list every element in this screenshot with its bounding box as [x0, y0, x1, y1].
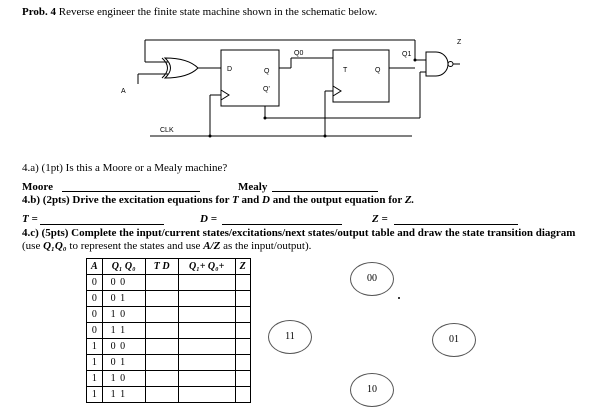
header-z: Z	[235, 259, 250, 275]
cell-next[interactable]	[178, 387, 235, 403]
cell-z[interactable]	[235, 291, 250, 307]
label-q1: Q	[264, 68, 270, 75]
table-row	[87, 339, 251, 355]
header-td: T D	[145, 259, 178, 275]
part-c-line2-mid: to represent the states and use	[66, 240, 204, 252]
table-row	[87, 307, 251, 323]
cell-next[interactable]	[178, 355, 235, 371]
cell-next[interactable]	[178, 307, 235, 323]
problem-text: Reverse engineer the finite state machine shown in the schematic below.	[58, 6, 378, 18]
cell-next[interactable]	[178, 275, 235, 291]
cell-a: 1	[87, 339, 103, 355]
cell-q: 1 0	[102, 371, 145, 387]
cell-a: 0	[87, 323, 103, 339]
header-q: Q₁ Q₀	[102, 259, 145, 275]
cell-q: 0 1	[102, 291, 145, 307]
cell-a: 1	[87, 355, 103, 371]
cell-next[interactable]	[178, 323, 235, 339]
cell-q: 0 0	[102, 339, 145, 355]
part-c-line1: 4.c) (5pts) Complete the input/current states/excitations/next states/output table and draw the state transition diagram	[22, 227, 576, 239]
mealy-label: Mealy	[238, 181, 268, 193]
cell-td[interactable]	[145, 275, 178, 291]
state-00[interactable]: 00	[350, 262, 394, 296]
table-row	[87, 323, 251, 339]
table-header-row	[87, 259, 251, 275]
z-equation-field[interactable]	[394, 224, 518, 225]
cell-td[interactable]	[145, 291, 178, 307]
label-d: D	[227, 66, 233, 73]
d-equation-field[interactable]	[222, 224, 342, 225]
z-equation-label: Z =	[372, 213, 388, 225]
cell-q: 0 1	[102, 355, 145, 371]
part-a-question: 4.a) (1pt) Is this a Moore or a Mealy machine?	[22, 162, 228, 174]
header-a: A	[87, 259, 103, 275]
cell-a: 0	[87, 275, 103, 291]
cell-z[interactable]	[235, 323, 250, 339]
part-b-d: D	[261, 194, 270, 206]
cell-a: 0	[87, 291, 103, 307]
part-b-z: Z.	[404, 194, 415, 206]
cell-q: 1 0	[102, 307, 145, 323]
label-a: A	[121, 88, 126, 95]
cell-z[interactable]	[235, 371, 250, 387]
part-b-and: and	[238, 194, 262, 206]
part-b-start: 4.b) (2pts) Drive the excitation equations for	[22, 194, 232, 206]
label-qbar: Q'	[263, 86, 270, 93]
cell-next[interactable]	[178, 291, 235, 307]
t-equation-field[interactable]	[40, 224, 164, 225]
cell-q: 0 0	[102, 275, 145, 291]
label-q0: Q0	[294, 50, 304, 57]
state-10[interactable]: 10	[350, 373, 394, 407]
problem-number: Prob. 4	[22, 6, 57, 18]
table-row	[87, 387, 251, 403]
cell-next[interactable]	[178, 371, 235, 387]
header-next: Q₁+ Q₀+	[178, 259, 235, 275]
label-clk: CLK	[160, 127, 174, 134]
cell-next[interactable]	[178, 339, 235, 355]
mealy-answer-field[interactable]	[272, 191, 378, 192]
and-gate	[426, 52, 448, 76]
state-11[interactable]: 11	[268, 320, 312, 354]
part-b-question	[22, 194, 414, 207]
cell-z[interactable]	[235, 339, 250, 355]
schematic-diagram	[0, 28, 607, 178]
moore-answer-field[interactable]	[62, 191, 200, 192]
part-c-line2-end: as the input/output).	[220, 240, 312, 252]
part-b-end: and the output equation for	[269, 194, 405, 206]
t-equation-label: T =	[22, 213, 38, 225]
cell-a: 1	[87, 371, 103, 387]
inverter-bubble	[448, 62, 453, 67]
table-row	[87, 371, 251, 387]
stray-mark	[398, 297, 400, 299]
cell-td[interactable]	[145, 339, 178, 355]
cell-td[interactable]	[145, 355, 178, 371]
state-table	[86, 258, 251, 403]
t-flip-flop	[333, 50, 389, 102]
or-gate	[165, 58, 198, 78]
cell-z[interactable]	[235, 387, 250, 403]
part-c-line2-start: (use	[22, 240, 44, 252]
cell-td[interactable]	[145, 323, 178, 339]
cell-z[interactable]	[235, 307, 250, 323]
table-row	[87, 355, 251, 371]
table-row	[87, 291, 251, 307]
problem-heading	[22, 6, 377, 19]
cell-td[interactable]	[145, 387, 178, 403]
part-c-vars: Q₁Q₀	[43, 240, 67, 252]
label-q2: Q	[375, 67, 381, 74]
cell-a: 0	[87, 307, 103, 323]
cell-z[interactable]	[235, 275, 250, 291]
label-q1out: Q1	[402, 51, 412, 58]
label-z: Z	[457, 39, 462, 46]
table-row	[87, 275, 251, 291]
cell-td[interactable]	[145, 307, 178, 323]
moore-label: Moore	[22, 181, 53, 193]
cell-q: 1 1	[102, 387, 145, 403]
cell-q: 1 1	[102, 323, 145, 339]
cell-a: 1	[87, 387, 103, 403]
part-b-t: T	[232, 194, 239, 206]
part-c-az: A/Z	[203, 240, 221, 252]
label-t: T	[343, 67, 348, 74]
part-c-line2	[22, 240, 311, 253]
cell-td[interactable]	[145, 371, 178, 387]
d-equation-label: D =	[200, 213, 217, 225]
state-01[interactable]: 01	[432, 323, 476, 357]
cell-z[interactable]	[235, 355, 250, 371]
d-flip-flop	[221, 50, 279, 106]
